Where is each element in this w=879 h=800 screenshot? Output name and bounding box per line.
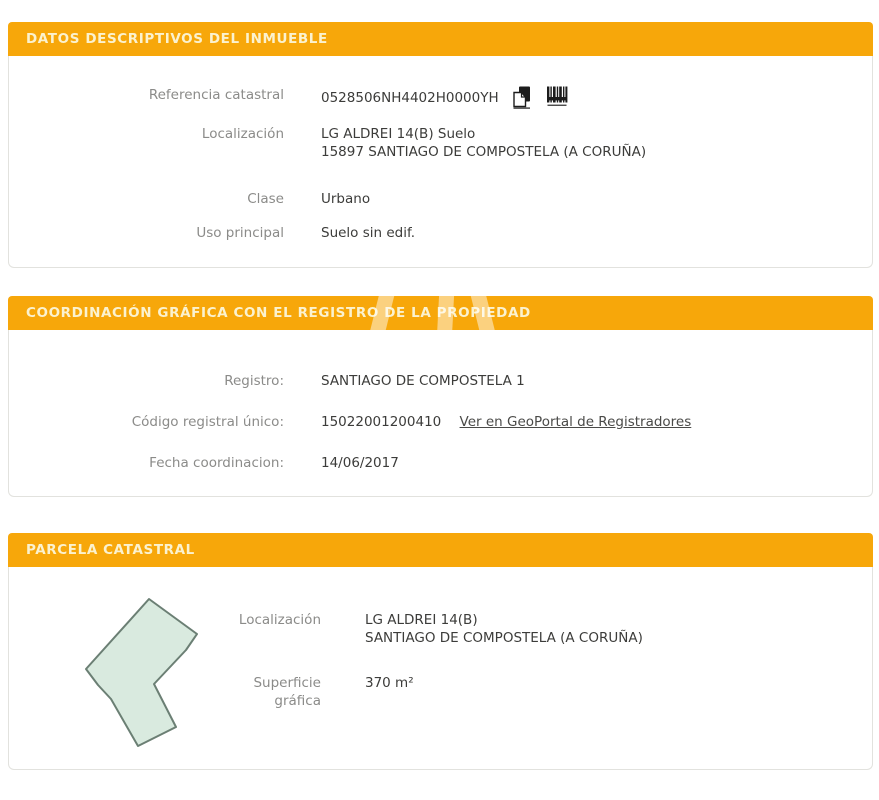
section-body-datos <box>8 56 873 268</box>
row-referencia-catastral <box>9 86 872 109</box>
parcel-polygon <box>86 599 197 746</box>
fecha-value: 14/06/2017 <box>321 455 399 471</box>
section-body-coordinacion <box>8 330 873 497</box>
watermark-stripe <box>437 296 455 330</box>
uso-label: Uso principal <box>196 225 284 241</box>
section-header-coordinacion <box>8 296 873 330</box>
section-parcela-catastral <box>8 533 873 770</box>
row-codigo-registral <box>9 413 872 431</box>
section-title: DATOS DESCRIPTIVOS DEL INMUEBLE <box>26 31 328 47</box>
superficie-label-line1: Superficie <box>253 675 321 691</box>
section-title: COORDINACIÓN GRÁFICA CON EL REGISTRO DE LA PROPIEDAD <box>26 305 531 321</box>
parcela-localizacion-line1: LG ALDREI 14(B) <box>365 612 478 628</box>
superficie-value: 370 m² <box>365 675 414 691</box>
clase-label: Clase <box>247 191 284 207</box>
section-datos-descriptivos <box>8 22 873 268</box>
fecha-label: Fecha coordinacion: <box>149 455 284 471</box>
localizacion-line1: LG ALDREI 14(B) Suelo <box>321 126 476 142</box>
section-header-datos <box>8 22 873 56</box>
row-registro <box>9 372 872 390</box>
superficie-label-line2: gráfica <box>274 693 321 709</box>
row-clase <box>9 190 872 208</box>
codigo-label: Código registral único: <box>131 414 284 430</box>
parcel-shape-map <box>73 593 205 765</box>
section-title: PARCELA CATASTRAL <box>26 542 195 558</box>
copy-document-icon[interactable] <box>512 86 532 109</box>
clase-value: Urbano <box>321 191 371 207</box>
row-fecha-coordinacion <box>9 454 872 472</box>
section-coordinacion-grafica <box>8 296 873 497</box>
row-localizacion <box>9 125 872 161</box>
registro-value: SANTIAGO DE COMPOSTELA 1 <box>321 373 525 389</box>
parcela-localizacion-label: Localización <box>238 612 321 628</box>
localizacion-line2: 15897 SANTIAGO DE COMPOSTELA (A CORUÑA) <box>321 144 647 160</box>
row-uso-principal <box>9 224 872 242</box>
barcode-icon[interactable] <box>545 86 569 109</box>
registro-label: Registro: <box>224 373 284 389</box>
geoportal-link[interactable]: Ver en GeoPortal de Registradores <box>459 414 692 430</box>
referencia-value: 0528506NH4402H0000YH <box>321 89 499 106</box>
referencia-label: Referencia catastral <box>148 87 284 103</box>
parcela-localizacion-line2: SANTIAGO DE COMPOSTELA (A CORUÑA) <box>365 630 643 646</box>
localizacion-label: Localización <box>201 126 284 142</box>
codigo-value: 15022001200410 <box>321 414 442 430</box>
uso-value: Suelo sin edif. <box>321 225 416 241</box>
section-body-parcela <box>8 567 873 770</box>
section-header-parcela <box>8 533 873 567</box>
